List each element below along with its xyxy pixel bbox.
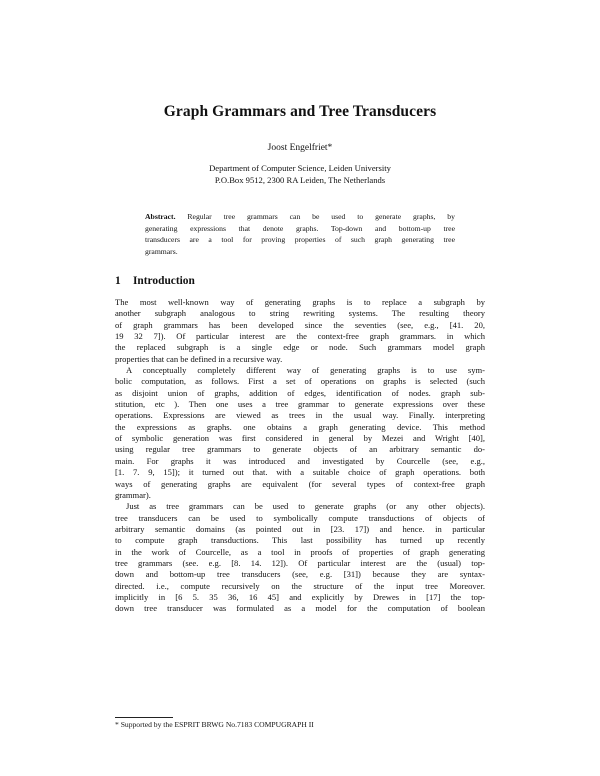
body-line: of symbolic generation was first considered in general by Mezei and Wright [40], [115, 433, 485, 444]
section-number: 1 [115, 275, 121, 287]
body-line: [1. 7. 9, 15]); it turned out that. with a suitable choice of graph operations. both [115, 467, 485, 478]
body-line: 19 32 7]). Of particular interest are the context-free graph grammars. in which [115, 331, 485, 342]
footnote-rule [115, 717, 173, 718]
author-name: Joost Engelfriet* [267, 143, 333, 153]
paper-title: Graph Grammars and Tree Transducers [163, 103, 437, 120]
body-line: tree grammars (see. e.g. [8. 14. 12]). Of particular interest are the (usual) top- [115, 557, 485, 568]
affiliation-line: Department of Computer Science, Leiden University [209, 163, 391, 173]
body-line: stitution, etc ). Then one uses a tree grammar to generate expressions over these [115, 399, 485, 410]
body-line: implicitly in [6 5. 35 36, 16 45] and explicitly by Drewes in [17] the top- [115, 591, 485, 602]
body-line: using regular tree grammars to generate objects of an arbitrary semantic do- [115, 444, 485, 455]
body-line: main. For graphs it was introduced and investigated by Courcelle (see, e.g., [115, 455, 485, 466]
body-line: down tree transducer was formulated as a model for the computation of boolean [115, 603, 485, 614]
body-line: A conceptually completely different way of generating graphs is to use sym- [126, 365, 485, 376]
body-line: of graph grammars has been developed since the seventies (see, e.g., [41. 20, [115, 319, 485, 330]
body-line: as disjoint union of graphs, addition of edges, identification of nodes. graph sub- [115, 387, 485, 398]
abstract-label: Abstract. [145, 212, 176, 221]
body-line: the replaced subgraph is a single edge or node. Such grammars model graph [115, 342, 485, 353]
body-line: another subgraph analogous to string rewriting systems. The resulting theory [115, 308, 485, 319]
body-line: in the work of Courcelle, as a tool in proofs of properties of graph generating [115, 546, 485, 557]
body-line: ways of generating graphs are equivalent (for several types of context-free graph [115, 478, 485, 489]
body-line: arbitrary semantic domains (as pointed out in [23. 17]) and hence. in particular [115, 523, 485, 534]
body-line: Just as tree grammars can be used to generate graphs (or any other objects). [126, 501, 485, 512]
body-line: to compute graph transductions. This last possibility has turned up recently [115, 535, 485, 546]
abstract-line [145, 211, 455, 223]
affiliation-line: P.O.Box 9512, 2300 RA Leiden, The Netherlands [214, 174, 386, 185]
body-line: grammar). [115, 489, 151, 500]
body-line: directed. i.e., compute recursively on the structure of the input tree Moreover. [115, 580, 485, 591]
abstract-line: generating expressions that denote graphs. Top-down and bottom-up tree [145, 223, 455, 233]
body-line: tree transducers can be used to symbolically compute transductions of objects of [115, 512, 485, 523]
body-line: The most well-known way of generating graphs is to replace a subgraph by [115, 297, 485, 307]
body-line: bolic computation, as follows. First a set of operations on graphs is selected (such [115, 376, 485, 387]
abstract-text: Regular tree grammars can be used to generate graphs, by [175, 212, 455, 221]
section-title: Introduction [133, 275, 195, 287]
body-line: down and bottom-up tree transducers (see, e.g. [31]) because they are syntax- [115, 569, 485, 580]
body-text [115, 297, 485, 615]
body-line: properties that can be defined in a recursive way. [115, 353, 283, 364]
body-line: the expressions as graphs. one obtains a graph generating device. This method [115, 421, 485, 432]
abstract-line: transducers are a tool for proving properties of such graph generating tree [145, 235, 455, 245]
section-heading [115, 275, 195, 287]
affiliation [0, 163, 600, 186]
footnote: * Supported by the ESPRIT BRWG No.7183 COMPUGRAPH II [115, 720, 314, 729]
abstract [145, 211, 455, 257]
abstract-line: grammars. [145, 246, 178, 256]
body-line: operations. Expressions are viewed as trees in the usual way. Finally. interpreting [115, 410, 485, 421]
